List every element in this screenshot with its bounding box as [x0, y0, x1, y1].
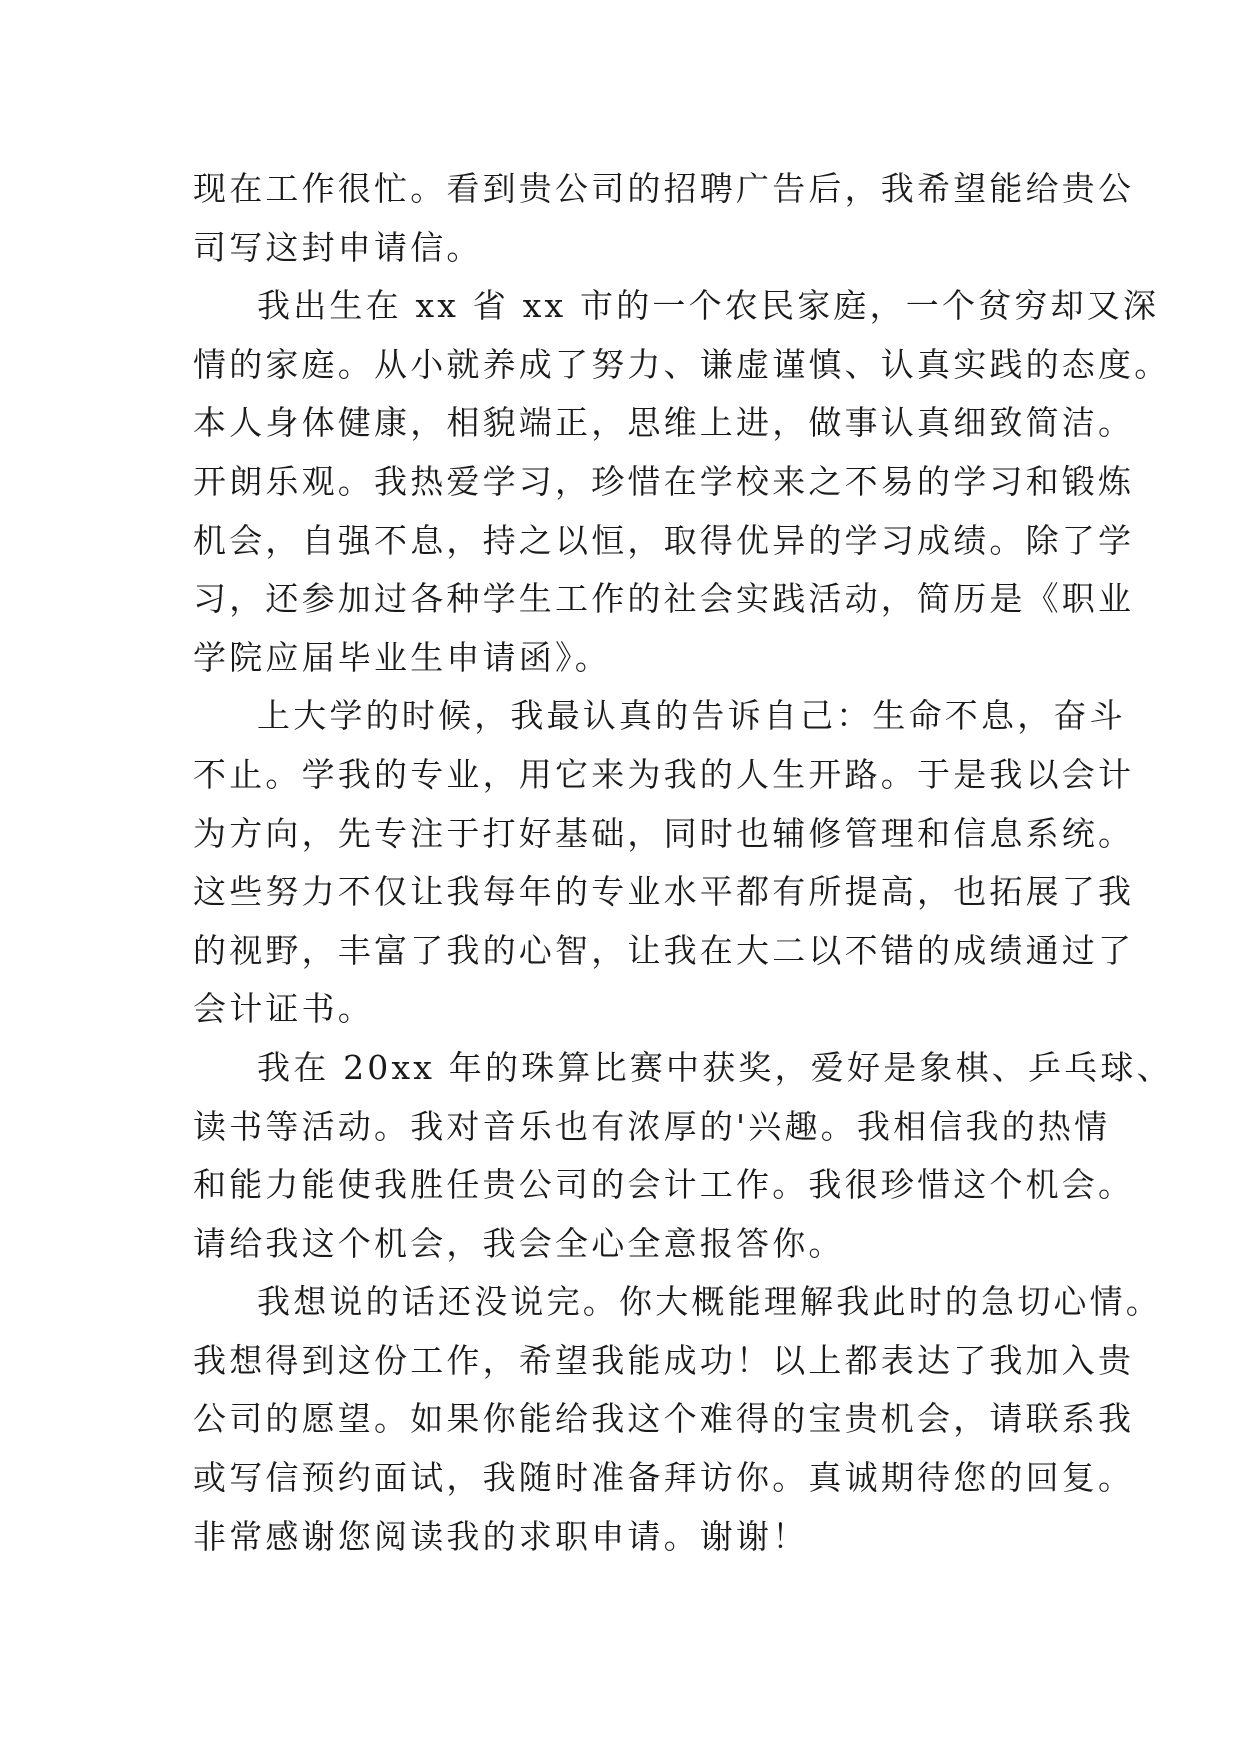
text-line: 机会，自强不息，持之以恒，取得优异的学习成绩。除了学 [193, 520, 1135, 560]
text-line: 公司的愿望。如果你能给我这个难得的宝贵机会，请联系我 [193, 1399, 1135, 1439]
text-line: 我出生在 xx 省 xx 市的一个农民家庭，一个贫穷却又深 [257, 286, 1160, 326]
text-line: 我想得到这份工作，希望我能成功！以上都表达了我加入贵 [193, 1340, 1135, 1380]
text-line: 非常感谢您阅读我的求职申请。谢谢！ [193, 1516, 809, 1556]
text-line: 为方向，先专注于打好基础，同时也辅修管理和信息系统。 [193, 813, 1135, 853]
text-line: 不止。学我的专业，用它来为我的人生开路。于是我以会计 [193, 754, 1135, 794]
text-line: 习，还参加过各种学生工作的社会实践活动，简历是《职业 [193, 579, 1135, 619]
text-line: 现在工作很忙。看到贵公司的招聘广告后，我希望能给贵公 [193, 169, 1135, 208]
text-line: 司写这封申请信。 [193, 227, 483, 267]
text-line: 请给我这个机会，我会全心全意报答你。 [193, 1223, 845, 1263]
text-line: 本人身体健康，相貌端正，思维上进，做事认真细致简洁。 [193, 403, 1135, 443]
text-line: 我在 20xx 年的珠算比赛中获奖，爱好是象棋、乒乓球、 [257, 1047, 1173, 1087]
text-line: 学院应届毕业生申请函》。 [193, 637, 611, 677]
text-line: 情的家庭。从小就养成了努力、谦虚谨慎、认真实践的态度。 [193, 344, 1171, 384]
text-line: 读书等活动。我对音乐也有浓厚的'兴趣。我相信我的热情 [193, 1106, 1111, 1146]
text-line: 我想说的话还没说完。你大概能理解我此时的急切心情。 [257, 1282, 1162, 1322]
text-line: 和能力能使我胜任贵公司的会计工作。我很珍惜这个机会。 [193, 1165, 1135, 1205]
letter-body [193, 160, 1173, 1566]
text-line: 的视野，丰富了我的心智，让我在大二以不错的成绩通过了 [193, 930, 1135, 970]
text-line: 会计证书。 [193, 989, 374, 1029]
text-line: 或写信预约面试，我随时准备拜访你。真诚期待您的回复。 [193, 1458, 1135, 1498]
text-line: 这些努力不仅让我每年的专业水平都有所提高，也拓展了我 [193, 872, 1135, 912]
text-line: 上大学的时候，我最认真的告诉自己：生命不息，奋斗 [257, 696, 1126, 736]
text-line: 开朗乐观。我热爱学习，珍惜在学校来之不易的学习和锻炼 [193, 461, 1135, 501]
